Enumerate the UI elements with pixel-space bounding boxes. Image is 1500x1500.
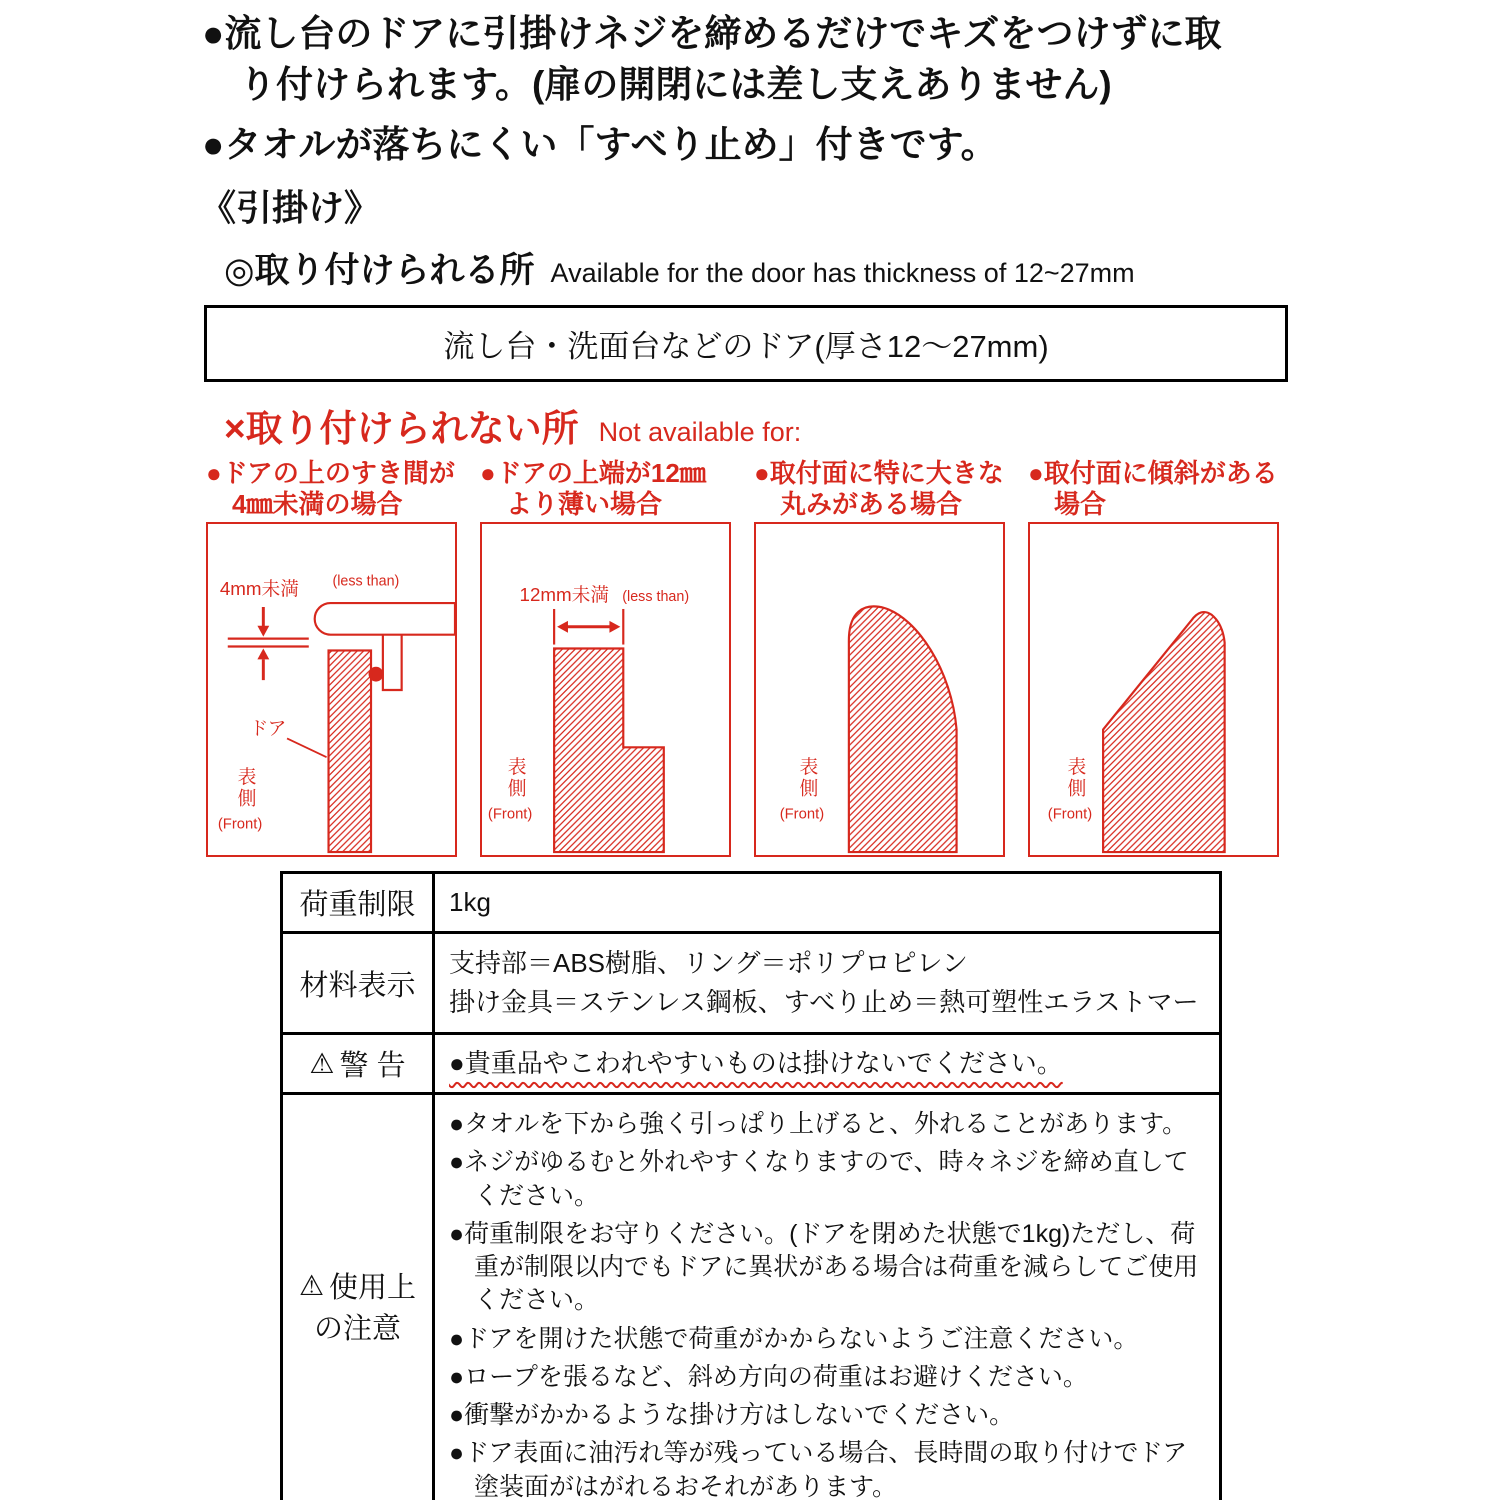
precautions-label-cell [282, 1094, 434, 1500]
precautions-label-line-2: の注意 [313, 1313, 401, 1346]
front-label-1: 表 [237, 766, 257, 788]
precaution-item: ●ドア表面に油汚れ等が残っている場合、長時間の取り付けでドア塗装面がはがれるおそれがあります。 [449, 1439, 1188, 1500]
not-available-label-jp: ×取り付けられない所 [224, 408, 579, 450]
row-load-limit [282, 873, 1221, 933]
front-label-1: 表 [799, 756, 819, 778]
gap-under-4mm-diagram [208, 524, 455, 855]
intro-notes [202, 0, 1222, 170]
case-title: ●取付面に傾斜がある場合 [1028, 458, 1278, 520]
precaution-item: ●ネジがゆるむと外れやすくなりますので、時々ネジを締め直してください。 [449, 1148, 1189, 1210]
case-diagram-box [206, 522, 457, 857]
door-label: ドア [249, 717, 287, 739]
measure-label-en: (less than) [332, 573, 400, 590]
materials-label: 材料表示 [282, 933, 434, 1034]
available-label-en: Available for the door has thickness of 12~27mm [550, 258, 1135, 289]
front-label-2: 側 [507, 777, 527, 799]
case-slanted-face [1028, 458, 1279, 857]
available-heading [224, 243, 1500, 293]
intro-bullet-antislip: ●タオルが落ちにくい「すべり止め」付きです。 [202, 124, 998, 166]
warning-triangle-icon: ⚠ [309, 1048, 335, 1080]
intro-bullet-mount: ●流し台のドアに引掛けネジを締めるだけでキズをつけずに取り付けられます。(扉の開閉には差し支えありません) [202, 13, 1222, 106]
front-label-1: 表 [507, 756, 527, 778]
case-edge-under-12mm [480, 458, 731, 857]
up-arrow-icon [257, 649, 269, 660]
row-warning [282, 1034, 1221, 1094]
materials-value [434, 933, 1221, 1034]
warning-text: ●貴重品やこわれやすいものは掛けないでください。 [449, 1048, 1063, 1079]
warning-value [434, 1034, 1221, 1094]
front-label-1: 表 [1067, 756, 1087, 778]
door-section-shape [554, 649, 664, 853]
precautions-label-line-1: 使用上 [329, 1272, 417, 1305]
case-title: ●取付面に特に大きな丸みがある場合 [754, 458, 1004, 520]
left-arrow-icon [557, 621, 568, 633]
row-precautions [282, 1094, 1221, 1500]
spec-table [280, 871, 1222, 1500]
not-available-heading [224, 398, 1500, 452]
precaution-item: ●荷重制限をお守りください。(ドアを閉めた状態で1kg)ただし、荷重が制限以内でもドアに異状がある場合は荷重を減らしてご使用ください。 [449, 1219, 1199, 1315]
door-pointer-line [287, 739, 327, 758]
door-section-shape [329, 651, 371, 853]
front-label-en: (Front) [487, 806, 533, 823]
case-title: ●ドアの上端が12㎜より薄い場合 [480, 458, 706, 520]
precaution-item: ●衝撃がかかるような掛け方はしないでください。 [449, 1401, 1015, 1430]
slanted-face-diagram [1030, 524, 1277, 855]
case-diagram-box [1028, 522, 1279, 857]
measure-label: 12mm未満 [519, 584, 610, 606]
not-available-cases [206, 458, 1500, 857]
case-large-rounding [754, 458, 1005, 857]
measure-label: 4mm未満 [219, 578, 300, 600]
materials-line-2: 掛け金具＝ステンレス鋼板、すべり止め＝熱可塑性エラストマー [449, 987, 1199, 1018]
front-label-en: (Front) [217, 816, 263, 833]
case-diagram-box [754, 522, 1005, 857]
front-label-2: 側 [237, 787, 257, 809]
front-label-en: (Front) [1047, 806, 1093, 823]
front-label-2: 側 [1067, 777, 1087, 799]
row-materials [282, 933, 1221, 1034]
front-label-en: (Front) [779, 806, 825, 823]
warning-label: 警 告 [339, 1050, 406, 1083]
door-section-shape [1103, 612, 1225, 852]
not-available-label-en: Not available for: [598, 417, 802, 448]
precaution-item: ●ロープを張るなど、斜め方向の荷重はお避けください。 [449, 1362, 1088, 1391]
warning-label-cell [282, 1034, 434, 1094]
edge-under-12mm-diagram [482, 524, 729, 855]
load-limit-label: 荷重制限 [282, 873, 434, 933]
available-label-jp: ◎取り付けられる所 [224, 251, 535, 291]
available-door-box: 流し台・洗面台などのドア(厚さ12〜27mm) [204, 305, 1288, 382]
case-title: ●ドアの上のすき間が4㎜未満の場合 [206, 458, 455, 520]
precaution-item: ●ドアを開けた状態で荷重がかからないようご注意ください。 [449, 1324, 1139, 1353]
right-arrow-icon [609, 621, 620, 633]
down-arrow-icon [257, 626, 269, 637]
precaution-item: ●タオルを下から強く引っぱり上げると、外れることがあります。 [449, 1110, 1188, 1139]
materials-line-1: 支持部＝ABS樹脂、リング＝ポリプロピレン [449, 948, 968, 979]
countertop-shape [315, 603, 455, 635]
large-rounding-diagram [756, 524, 1003, 855]
case-diagram-box [480, 522, 731, 857]
door-section-shape [849, 607, 957, 853]
section-title-hook: 《引掛け》 [200, 187, 381, 229]
hook-bracket-shape [383, 635, 402, 690]
precautions-value [434, 1094, 1221, 1500]
precautions-triangle-icon: ⚠ [298, 1270, 325, 1302]
case-gap-under-4mm [206, 458, 457, 857]
front-label-2: 側 [799, 777, 819, 799]
load-limit-value: 1kg [434, 873, 1221, 933]
measure-label-en: (less than) [622, 589, 690, 606]
